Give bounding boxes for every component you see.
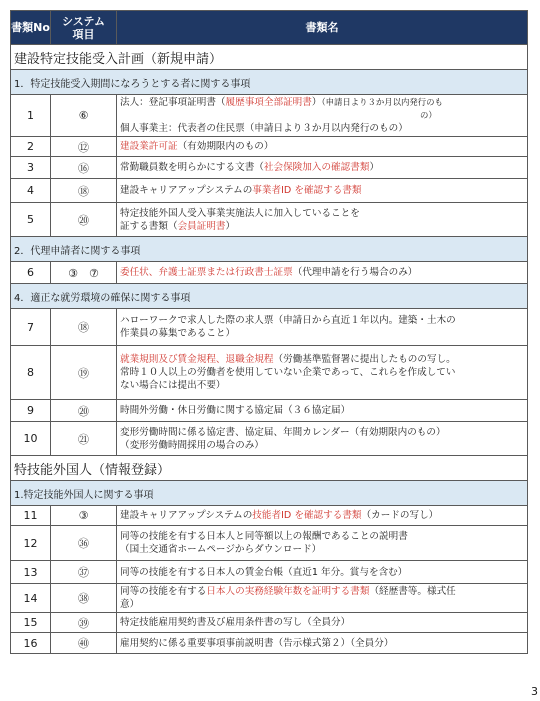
table-row: 6 ③ ⑦ 委任状、弁護士証票または行政書士証票（代理申請を行う場合のみ） [11, 262, 528, 284]
document-name: 同等の技能を有する日本人の賃金台帳（直近1 年分。賞与を含む） [117, 561, 528, 584]
document-name: 建設キャリアアップシステムの技能者ID を確認する書類（カードの写し） [117, 506, 528, 526]
document-name: ハローワークで求人した際の求人票（申請日から直近１年以内。建築・土木の 作業員の募集であること） [117, 309, 528, 346]
document-name: 委任状、弁護士証票または行政書士証票（代理申請を行う場合のみ） [117, 262, 528, 284]
header-system: システム 項目 [51, 11, 117, 45]
document-name: 変形労働時間に係る協定書、協定届、年間カレンダー（有効期限内のもの） （変形労働時間採用の場合のみ） [117, 422, 528, 456]
page-number: 3 [531, 685, 538, 698]
document-name: 同等の技能を有する日本人の実務経験年数を証明する書類（経歴書等。様式任 意） [117, 584, 528, 613]
table-row: 15 ㊴ 特定技能雇用契約書及び雇用条件書の写し（全員分） [11, 613, 528, 633]
table-row: 9 ⑳ 時間外労働・休日労働に関する協定届（３６協定届） [11, 400, 528, 422]
section-title-row [11, 45, 528, 70]
document-name: 就業規則及び賃金規程、退職金規程（労働基準監督署に提出したものの写し。 常時１０人以上の労働者を使用していない企業であって、これらを作成してい ない場合には提出不要） [117, 346, 528, 400]
table-row: 5 ⑳ 特定技能外国人受入事業実施法人に加入していることを 証する書類（会員証明書） [11, 203, 528, 237]
table-row: 16 ㊵ 雇用契約に係る重要事項事前説明書（告示様式第２）（全員分） [11, 633, 528, 654]
table-row: 2 ⑫ 建設業許可証（有効期限内のもの） [11, 137, 528, 157]
group-title: 4．適正な就労環境の確保に関する事項 [11, 284, 528, 309]
group-title-row [11, 481, 528, 506]
table-header [11, 11, 528, 45]
group-title: 1．特定技能受入期間になろうとする者に関する事項 [11, 70, 528, 95]
group-title-row [11, 284, 528, 309]
document-name: 特定技能外国人受入事業実施法人に加入していることを 証する書類（会員証明書） [117, 203, 528, 237]
document-name: 同等の技能を有する日本人と同等額以上の報酬であることの説明書 （国土交通省ホームページからダウンロード） [117, 526, 528, 561]
table-row: 14 ㊳ 同等の技能を有する日本人の実務経験年数を証明する書類（経歴書等。様式任 意） [11, 584, 528, 613]
table-row: 12 ㊱ 同等の技能を有する日本人と同等額以上の報酬であることの説明書 （国土交通省ホームページからダウンロード） [11, 526, 528, 561]
table-row: 4 ⑱ 建設キャリアアップシステムの事業者ID を確認する書類 [11, 179, 528, 203]
table-row: 1 ⑥ 法人：登記事項証明書（履歴事項全部証明書）（申請日より３か月以内発行のも の） 個人事業主：代表者の住民票（申請日より３か月以内発行のもの） [11, 95, 528, 137]
table-row: 13 ㊲ 同等の技能を有する日本人の賃金台帳（直近1 年分。賞与を含む） [11, 561, 528, 584]
document-table [10, 10, 528, 654]
group-title: 1.特定技能外国人に関する事項 [11, 481, 528, 506]
group-title-row [11, 70, 528, 95]
section-title: 建設特定技能受入計画（新規申請） [11, 45, 528, 70]
document-name: 雇用契約に係る重要事項事前説明書（告示様式第２）（全員分） [117, 633, 528, 654]
table-row: 10 ㉑ 変形労働時間に係る協定書、協定届、年間カレンダー（有効期限内のもの） （変形労働時間採用の場合のみ） [11, 422, 528, 456]
group-title: 2．代理申請者に関する事項 [11, 237, 528, 262]
section-title: 特技能外国人（情報登録） [11, 456, 528, 481]
table-row: 11 ③ 建設キャリアアップシステムの技能者ID を確認する書類（カードの写し） [11, 506, 528, 526]
document-name: 法人：登記事項証明書（履歴事項全部証明書）（申請日より３か月以内発行のも の） 個人事業主：代表者の住民票（申請日より３か月以内発行のもの） [117, 95, 528, 137]
document-name: 建設業許可証（有効期限内のもの） [117, 137, 528, 157]
document-name: 特定技能雇用契約書及び雇用条件書の写し（全員分） [117, 613, 528, 633]
section-title-row [11, 456, 528, 481]
group-title-row [11, 237, 528, 262]
table-row: 8 ⑲ 就業規則及び賃金規程、退職金規程（労働基準監督署に提出したものの写し。 常時１０人以上の労働者を使用していない企業であって、これらを作成してい ない場合には提出不要） [11, 346, 528, 400]
document-name: 建設キャリアアップシステムの事業者ID を確認する書類 [117, 179, 528, 203]
table-row: 3 ⑯ 常勤職員数を明らかにする文書（社会保険加入の確認書類） [11, 157, 528, 179]
header-name: 書類名 [117, 11, 528, 45]
table-row: 7 ⑱ ハローワークで求人した際の求人票（申請日から直近１年以内。建築・土木の 作業員の募集であること） [11, 309, 528, 346]
document-name: 常勤職員数を明らかにする文書（社会保険加入の確認書類） [117, 157, 528, 179]
header-no: 書類No [11, 11, 51, 45]
document-name: 時間外労働・休日労働に関する協定届（３６協定届） [117, 400, 528, 422]
